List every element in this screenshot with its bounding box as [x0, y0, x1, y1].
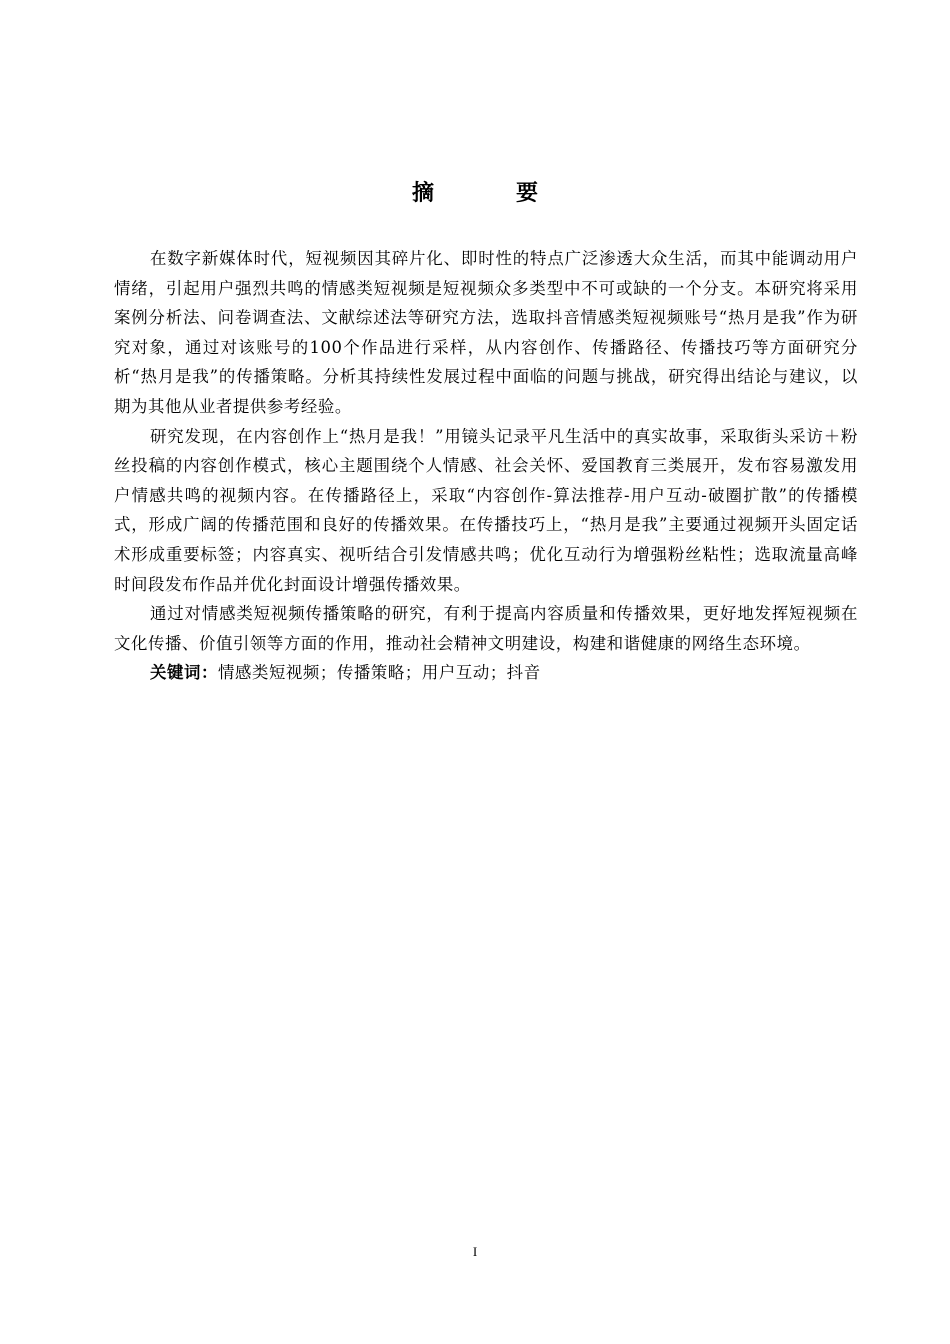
keywords-text: 情感类短视频；传播策略；用户互动；抖音 — [217, 663, 541, 683]
keywords-line — [114, 658, 858, 688]
abstract-title: 摘 要 — [411, 181, 568, 206]
abstract-body — [114, 244, 858, 688]
keywords-label: 关键词： — [150, 663, 218, 683]
abstract-paragraph-1: 在数字新媒体时代，短视频因其碎片化、即时性的特点广泛渗透大众生活，而其中能调动用户情绪，引起用户强烈共鸣的情感类短视频是短视频众多类型中不可或缺的一个分支。本研究将采用案例分析法、问卷调查法、文献综述法等研究方法，选取抖音情感类短视频账号“热月是我”作为研究对象，通过对该账号的100个作品进行采样，从内容创作、传播路径、传播技巧等方面研究分析“热月是我”的传播策略。分析其持续性发展过程中面临的问题与挑战，研究得出结论与建议，以期为其他从业者提供参考经验。 — [114, 249, 858, 416]
abstract-paragraph-2: 研究发现，在内容创作上“热月是我！”用镜头记录平凡生活中的真实故事，采取街头采访＋粉丝投稿的内容创作模式，核心主题围绕个人情感、社会关怀、爱国教育三类展开，发布容易激发用户情感共鸣的视频内容。在传播路径上，采取“内容创作-算法推荐-用户互动-破圈扩散”的传播模式，形成广阔的传播范围和良好的传播效果。在传播技巧上，“热月是我”主要通过视频开头固定话术形成重要标签；内容真实、视听结合引发情感共鸣；优化互动行为增强粉丝粘性；选取流量高峰时间段发布作品并优化封面设计增强传播效果。 — [114, 426, 858, 594]
page-number: I — [472, 1244, 478, 1259]
abstract-paragraph-3: 通过对情感类短视频传播策略的研究，有利于提高内容质量和传播效果，更好地发挥短视频在文化传播、价值引领等方面的作用，推动社会精神文明建设，构建和谐健康的网络生态环境。 — [114, 604, 858, 653]
